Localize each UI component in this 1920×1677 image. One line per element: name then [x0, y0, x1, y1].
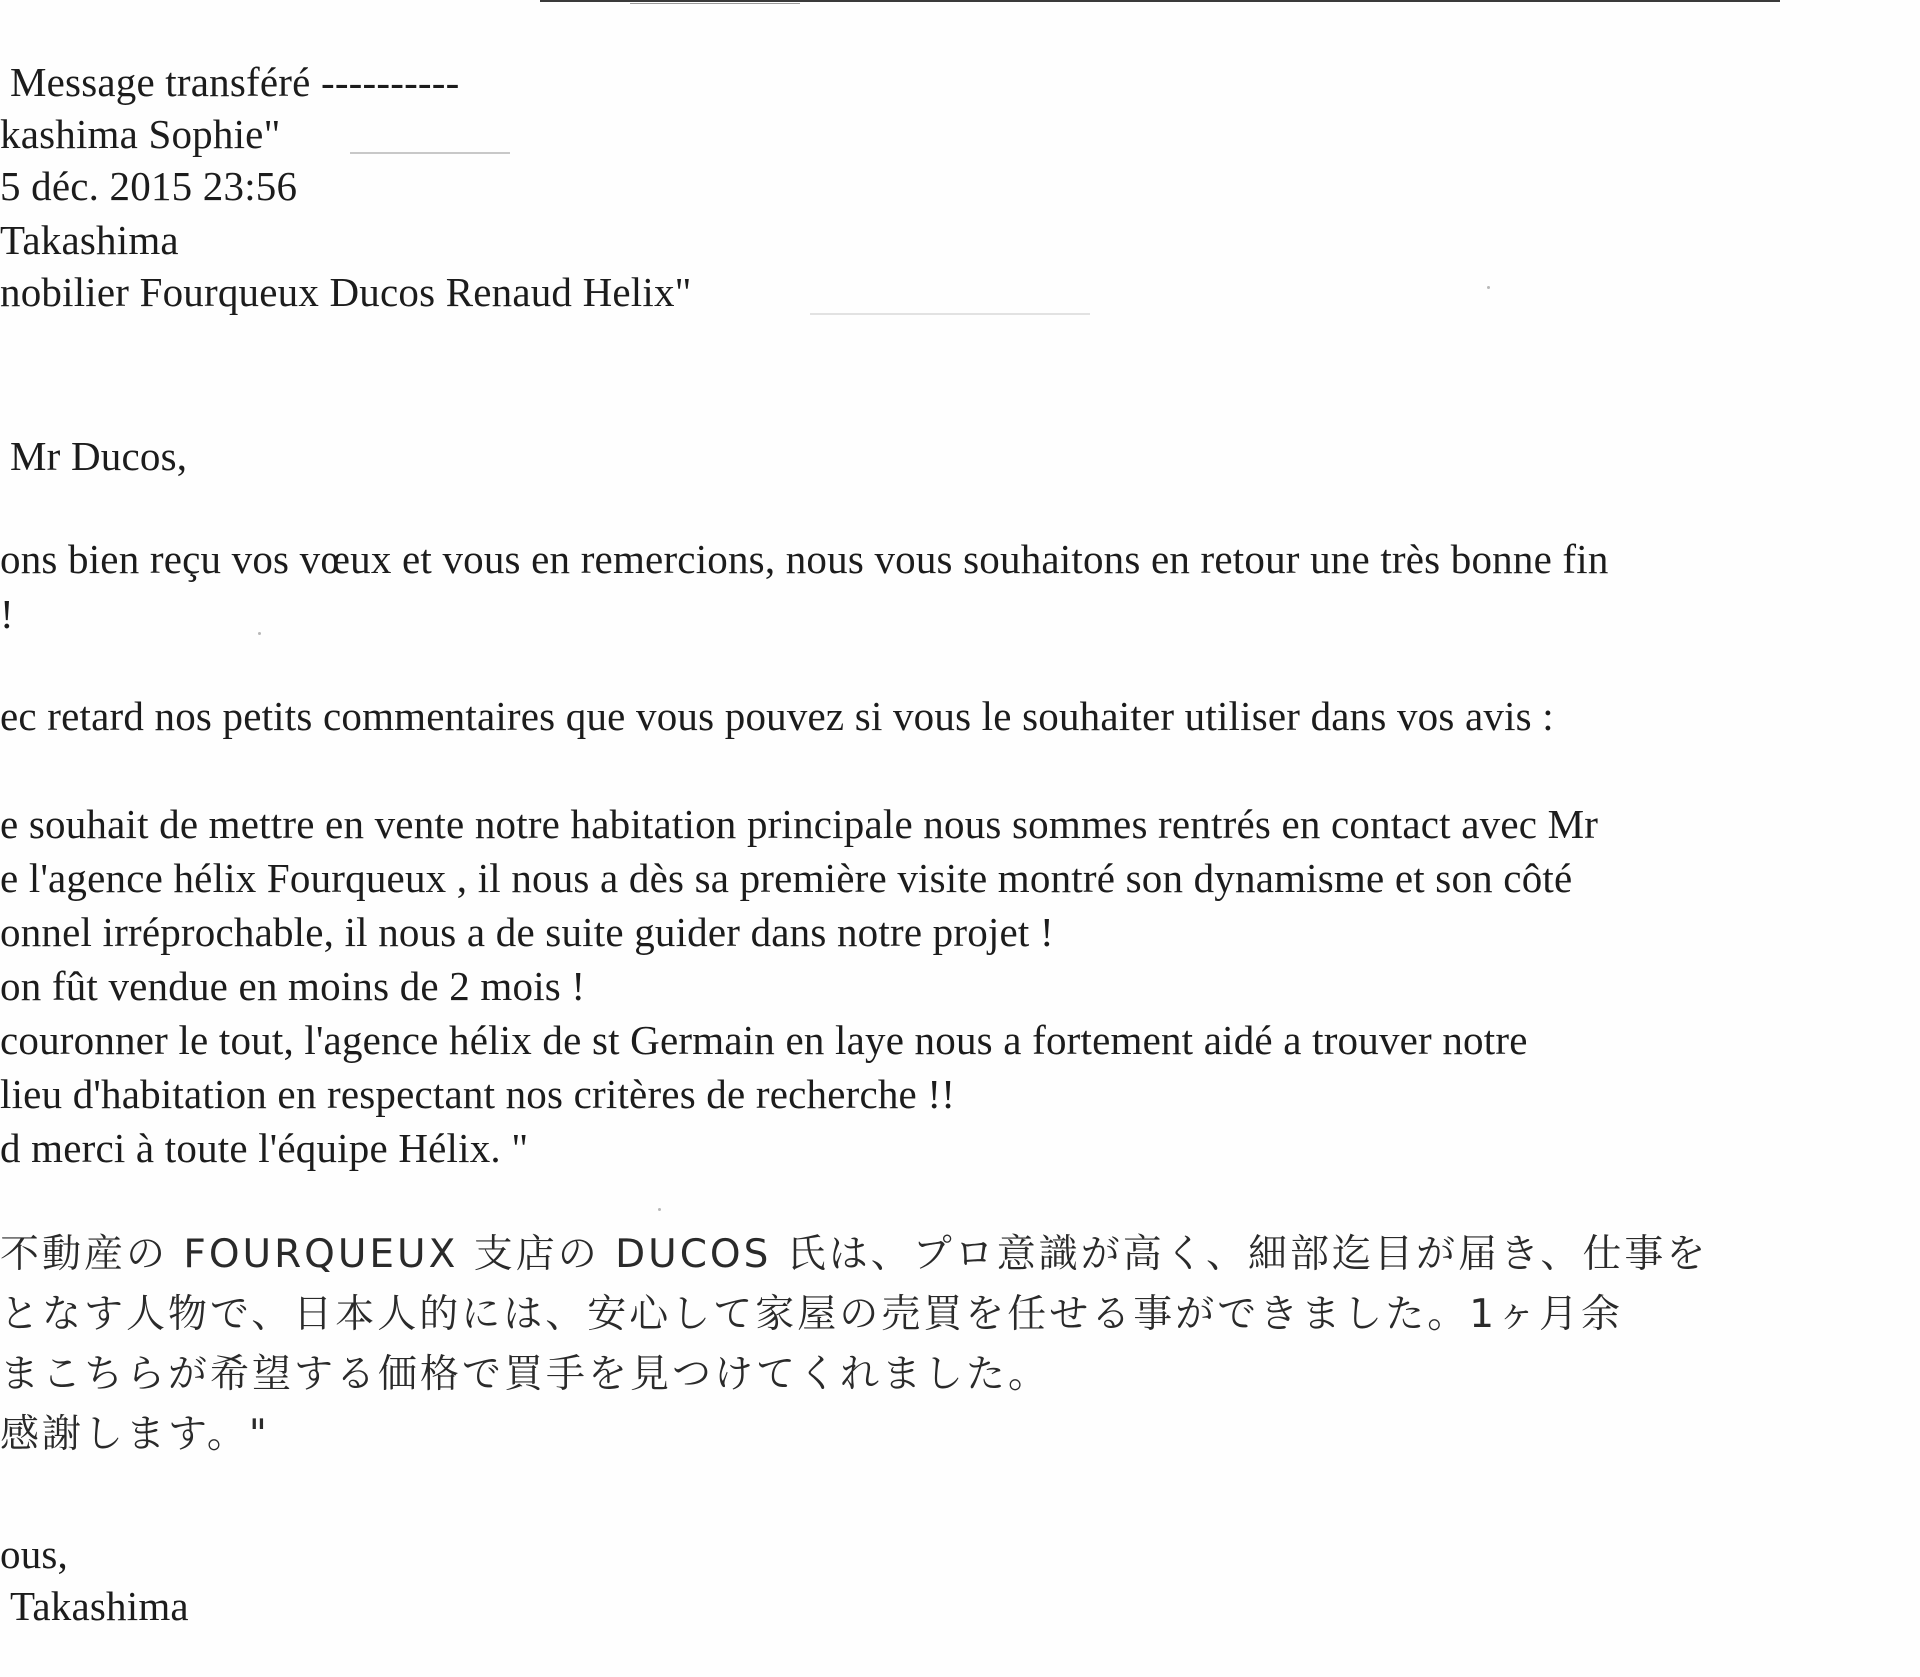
testimonial-jp-line: 不動産の FOURQUEUX 支店の DUCOS 氏は、プロ意識が高く、細部迄目が届き、仕事を — [0, 1232, 1709, 1277]
from-line: kashima Sophie" — [0, 111, 281, 157]
forwarded-message-line: Message transféré ---------- — [10, 59, 460, 105]
signature: Takashima — [10, 1583, 189, 1629]
paragraph-line: ! — [0, 591, 14, 637]
testimonial-fr-line: on fût vendue en moins de 2 mois ! — [0, 963, 586, 1009]
greeting: Mr Ducos, — [10, 433, 188, 479]
scan-speck — [1487, 286, 1490, 289]
scan-speck — [658, 1208, 661, 1211]
redacted-recipient — [810, 313, 1090, 315]
page-top-border — [540, 0, 1780, 2]
closing: ous, — [0, 1531, 69, 1577]
testimonial-fr-line: lieu d'habitation en respectant nos critères de recherche !! — [0, 1071, 956, 1117]
testimonial-fr-line: e souhait de mettre en vente notre habitation principale nous sommes rentrés en contact avec Mr — [0, 801, 1599, 847]
scan-speck — [258, 632, 261, 635]
testimonial-fr-line: couronner le tout, l'agence hélix de st Germain en laye nous a fortement aidé a trouver notre — [0, 1017, 1528, 1063]
paragraph-line: ec retard nos petits commentaires que vous pouvez si vous le souhaiter utiliser dans vos avis : — [0, 693, 1554, 739]
page-top-border-faint — [630, 3, 800, 4]
testimonial-jp-line: 感謝します。" — [0, 1412, 270, 1457]
testimonial-fr-line: d merci à toute l'équipe Hélix. " — [0, 1125, 529, 1171]
from-name-line: Takashima — [0, 217, 179, 263]
testimonial-fr-line: e l'agence hélix Fourqueux , il nous a dès sa première visite montré son dynamisme et son côté — [0, 855, 1573, 901]
testimonial-fr-line: onnel irréprochable, il nous a de suite guider dans notre projet ! — [0, 909, 1054, 955]
paragraph-line: ons bien reçu vos vœux et vous en remercions, nous vous souhaitons en retour une très bonne fin — [0, 536, 1609, 582]
testimonial-jp-line: となす人物で、日本人的には、安心して家屋の売買を任せる事ができました。1ヶ月余 — [0, 1292, 1624, 1337]
testimonial-jp-line: まこちらが希望する価格で買手を見つけてくれました。 — [0, 1352, 1051, 1397]
redacted-email — [350, 152, 510, 154]
subject-line: nobilier Fourqueux Ducos Renaud Helix" — [0, 269, 692, 315]
date-line: 5 déc. 2015 23:56 — [0, 163, 298, 209]
